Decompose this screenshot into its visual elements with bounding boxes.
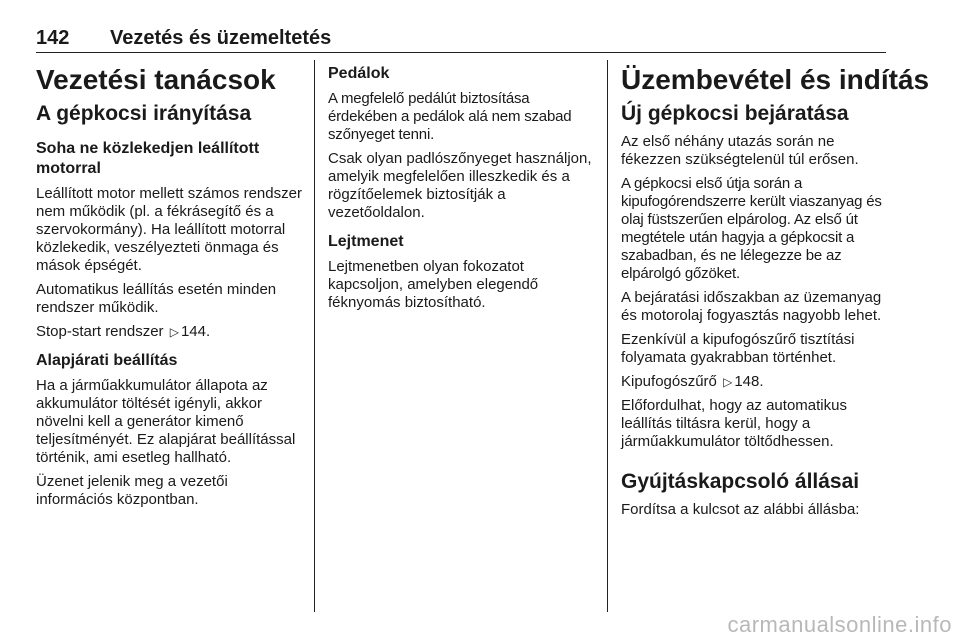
column-3	[621, 56, 930, 525]
paragraph-floor-mats: Csak olyan padlószőnyeget használjon, amelyik megfelelően illeszkedik és a rögzítőelemek biztosítják a vezetőoldalon.	[328, 150, 592, 221]
watermark: carmanualsonline.info	[727, 612, 952, 637]
paragraph-turn-key: Fordítsa a kulcsot az alábbi állásba:	[621, 501, 860, 518]
paragraph-driver-info: Üzenet jelenik meg a vezetői információs központban.	[36, 473, 228, 508]
heading-running-in: Új gépkocsi bejáratása	[621, 102, 849, 125]
paragraph-consumption: A bejáratási időszakban az üzemanyag és motorolaj fogyasztás nagyobb lehet.	[621, 289, 882, 324]
paragraph-downhill-gear: Lejtmenetben olyan fokozatot kapcsoljon, amelyben elegendő féknyomás biztosítható.	[328, 258, 539, 311]
column-divider-1	[314, 60, 315, 612]
paragraph-exhaust-wax: A gépkocsi első útja során a kipufogórendszerre került viaszanyag és olaj füstszerűen elpárolog. Az első út megtétele után hagyja a gépkocsit a szabadban, és ne lélegezze be az elpárolgó gőzöket.	[621, 175, 882, 282]
heading-never-coast: Soha ne közlekedjen leállított motorral	[36, 140, 260, 177]
reference-stop-start-page: 144.	[180, 323, 211, 340]
chapter-title-driving-tips: Vezetési tanácsok	[36, 64, 276, 95]
page-reference-icon: ▷	[169, 325, 179, 339]
page-number: 142	[36, 27, 70, 49]
chapter-title-start-up: Üzembevétel és indítás	[621, 64, 930, 95]
reference-stop-start[interactable]	[36, 323, 302, 341]
column-1	[36, 56, 302, 515]
section-title: Vezetés és üzemeltetés	[110, 27, 332, 49]
column-2	[328, 56, 594, 318]
paragraph-pedal-travel: A megfelelő pedálút biztosítása érdekében a pedálok alá nem szabad szőnyeget tenni.	[328, 90, 572, 143]
paragraph-filter-cleaning: Ezenkívül a kipufogószűrő tisztítási folyamata gyakrabban történhet.	[621, 331, 855, 366]
column-divider-2	[607, 60, 608, 612]
page-header	[36, 26, 886, 50]
reference-exhaust-filter[interactable]	[621, 373, 887, 391]
heading-vehicle-control: A gépkocsi irányítása	[36, 102, 252, 125]
heading-pedals: Pedálok	[328, 65, 390, 82]
paragraph-autostop: Automatikus leállítás esetén minden rendszer működik.	[36, 281, 277, 316]
heading-idle-setting: Alapjárati beállítás	[36, 352, 178, 369]
paragraph-autostop-disabled: Előfordulhat, hogy az automatikus leállítás tiltásra kerül, hogy a járműakkumulátor töltődhessen.	[621, 397, 847, 450]
reference-stop-start-text: Stop-start rendszer	[36, 323, 164, 340]
header-rule	[36, 52, 886, 53]
heading-downhill: Lejtmenet	[328, 233, 404, 250]
heading-ignition-positions: Gyújtáskapcsoló állásai	[621, 470, 860, 493]
paragraph-engine-off: Leállított motor mellett számos rendszer nem működik (pl. a fékrásegítő és a szervokormány). Ha leállított motorral közlekedik, veszélyezteti önmaga és mások épségét.	[36, 185, 302, 274]
paragraph-first-trips: Az első néhány utazás során ne fékezzen szükségtelenül túl erősen.	[621, 133, 859, 168]
paragraph-battery-idle: Ha a járműakkumulátor állapota az akkumulátor töltését igényli, akkor növelni kell a generátor kimenő teljesítményét. Ez alapjárat beállítással történik, ami esetleg hallható.	[36, 377, 296, 466]
reference-exhaust-filter-page: 148.	[734, 373, 764, 390]
reference-exhaust-filter-text: Kipufogószűrő	[621, 373, 717, 390]
page-reference-icon: ▷	[723, 375, 733, 389]
